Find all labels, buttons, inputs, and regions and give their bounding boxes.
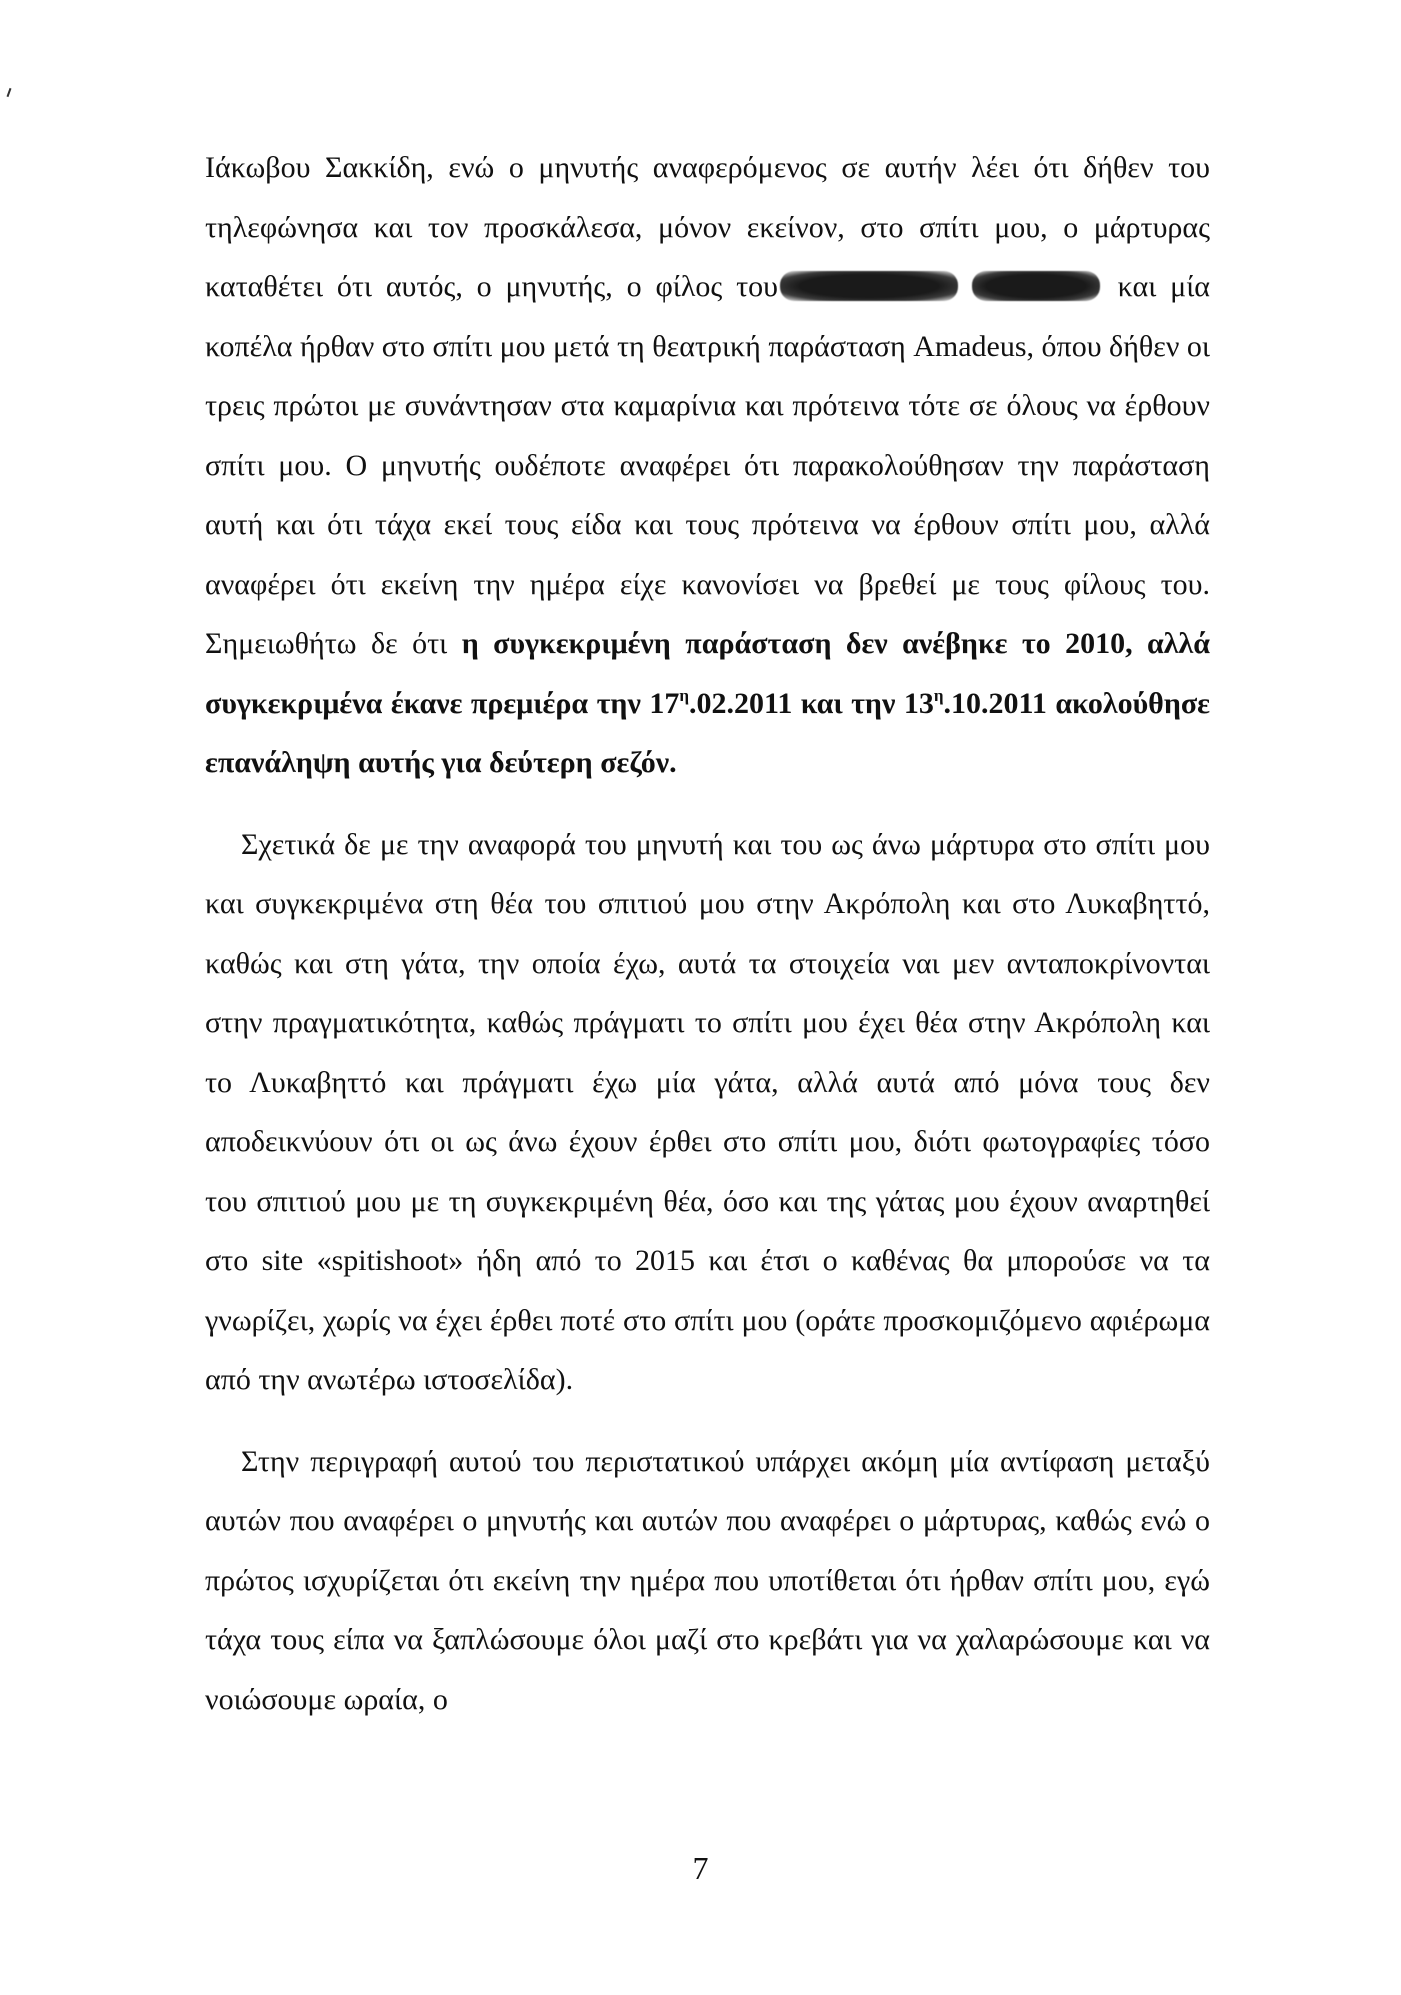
body-text: [205, 138, 1210, 1729]
redaction-mark: [972, 271, 1100, 301]
paragraph-3: Στην περιγραφή αυτού του περιστατικού υπάρχει ακόμη μία αντίφαση μεταξύ αυτών που αναφέρει ο μηνυτής και αυτών που αναφέρει ο μάρτυρας, καθώς ενώ ο πρώτος ισχυρίζεται ότι εκείνη την ημέρα που υποτίθεται ότι ήρθαν σπίτι μου, εγώ τάχα τους είπα να ξαπλώσουμε όλοι μαζί στο κρεβάτι για να χαλαρώσουμε και να νοιώσουμε ωραία, ο: [205, 1444, 1210, 1716]
ordinal-marker: η: [933, 685, 944, 705]
ordinal-marker: η: [679, 685, 689, 705]
page-number: 7: [692, 1850, 709, 1886]
paragraph-2: Σχετικά δε με την αναφορά του μηνυτή και του ως άνω μάρτυρα στο σπίτι μου και συγκεκριμένα στη θέα του σπιτιού μου στην Ακρόπολη και στο Λυκαβηττό, καθώς και στη γάτα, την οποία έχω, αυτά τα στοιχεία ναι μεν ανταποκρίνονται στην πραγματικότητα, καθώς πράγματι το σπίτι μου έχει θέα στην Ακρόπολη και το Λυκαβηττό και πράγματι έχω μία γάτα, αλλά αυτά από μόνα τους δεν αποδεικνύουν ότι οι ως άνω έχουν έρθει στο σπίτι μου, διότι φωτογραφίες τόσο του σπιτιού μου με τη συγκεκριμένη θέα, όσο και της γάτας μου έχουν αναρτηθεί στο site «spitishoot» ήδη από το 2015 και έτσι ο καθένας θα μπορούσε να τα γνωρίζει, χωρίς να έχει έρθει ποτέ στο σπίτι μου (οράτε προσκομιζόμενο αφιέρωμα από την ανωτέρω ιστοσελίδα).: [205, 827, 1210, 1396]
bold-text-c: .10.2011 ακολούθησε επανάληψη αυτής για δεύτερη σεζόν.: [205, 686, 1210, 779]
paragraph-gap: [205, 1410, 1210, 1432]
paragraph-gap: [205, 793, 1210, 815]
scan-mark: [7, 88, 12, 97]
redaction-mark: [780, 271, 958, 301]
paragraph-1: [205, 138, 1210, 793]
bold-text-a: η συγκεκριμένη παράσταση δεν ανέβηκε το 2010, αλλά συγκεκριμένα έκανε πρεμιέρα την 17: [205, 627, 1211, 720]
paragraph-1-text-b: και μία κοπέλα ήρθαν στο σπίτι μου μετά τη θεατρική παράσταση Amadeus, όπου δήθεν οι τρεις πρώτοι με συνάντησαν στα καμαρίνια και πρότεινα τότε σε όλους να έρθουν σπίτι μου. Ο μηνυτής ουδέποτε αναφέρει ότι παρακολούθησαν την παράσταση αυτή και ότι τάχα εκεί τους είδα και τους πρότεινα να έρθουν σπίτι μου, αλλά αναφέρει ότι εκείνη την ημέρα είχε κανονίσει να βρεθεί με τους φίλους του. Σημειωθήτω δε ότι: [205, 270, 1210, 660]
paragraph-1-text-a: Ιάκωβου Σακκίδη, ενώ ο μηνυτής αναφερόμενος σε αυτήν λέει ότι δήθεν του τηλεφώνησα και τον προσκάλεσα, μόνον εκείνον, στο σπίτι μου, ο μάρτυρας καταθέτει ότι αυτός, ο μηνυτής, ο φίλος του: [205, 151, 1210, 303]
bold-text-b: .02.2011 και την 13: [688, 686, 934, 720]
